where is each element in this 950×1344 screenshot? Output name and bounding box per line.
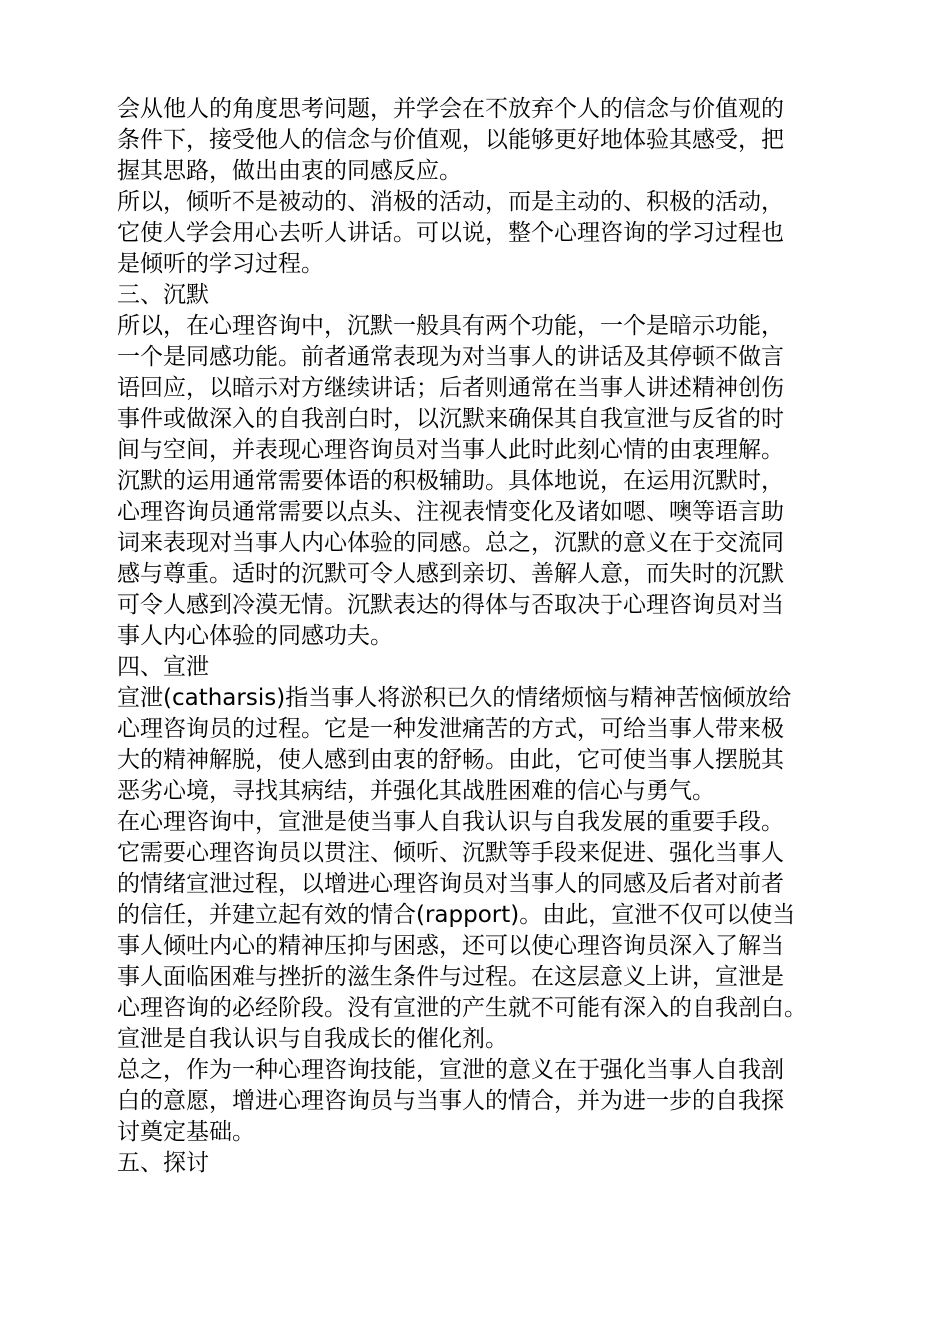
- text-line: 词来表现对当事人内心体验的同感。总之，沉默的意义在于交流同: [117, 530, 784, 556]
- text-line: 宣泄是自我认识与自我成长的催化剂。: [117, 1026, 508, 1052]
- text-line: 会从他人的角度思考问题，并学会在不放弃个人的信念与价值观的: [117, 96, 784, 122]
- text-line: 讨奠定基础。: [117, 1119, 255, 1145]
- text-line: 的信任，并建立起有效的情合(rapport)。由此，宣泄不仅可以使当: [117, 902, 796, 928]
- text-line: 事人倾吐内心的精神压抑与困惑，还可以使心理咨询员深入了解当: [117, 933, 784, 959]
- text-line: 可令人感到冷漠无情。沉默表达的得体与否取决于心理咨询员对当: [117, 592, 784, 618]
- text-line: 语回应，以暗示对方继续讲话；后者则通常在当事人讲述精神创伤: [117, 375, 784, 401]
- text-line: 宣泄(catharsis)指当事人将淤积已久的情绪烦恼与精神苦恼倾放给: [117, 685, 792, 711]
- text-line: 总之，作为一种心理咨询技能，宣泄的意义在于强化当事人自我剖: [117, 1057, 784, 1083]
- text-line: 事人面临困难与挫折的滋生条件与过程。在这层意义上讲，宣泄是: [117, 964, 784, 990]
- text-line: 心理咨询员通常需要以点头、注视表情变化及诸如嗯、噢等语言助: [117, 499, 784, 525]
- text-line: 心理咨询的必经阶段。没有宣泄的产生就不可能有深入的自我剖白。: [117, 995, 807, 1021]
- text-line: 感与尊重。适时的沉默可令人感到亲切、善解人意，而失时的沉默: [117, 561, 784, 587]
- text-line: 在心理咨询中，宣泄是使当事人自我认识与自我发展的重要手段。: [117, 809, 784, 835]
- document-body: [117, 94, 832, 1179]
- text-line: 的情绪宣泄过程，以增进心理咨询员对当事人的同感及后者对前者: [117, 871, 784, 897]
- text-line: 条件下，接受他人的信念与价值观，以能够更好地体验其感受，把: [117, 127, 784, 153]
- section-heading: 四、宣泄: [117, 654, 209, 680]
- text-line: 它使人学会用心去听人讲话。可以说，整个心理咨询的学习过程也: [117, 220, 784, 246]
- text-line: 间与空间，并表现心理咨询员对当事人此时此刻心情的由衷理解。: [117, 437, 784, 463]
- text-line: 所以，在心理咨询中，沉默一般具有两个功能，一个是暗示功能，: [117, 313, 784, 339]
- text-line: 它需要心理咨询员以贯注、倾听、沉默等手段来促进、强化当事人: [117, 840, 784, 866]
- text-line: 握其思路，做出由衷的同感反应。: [117, 158, 462, 184]
- text-line: 所以，倾听不是被动的、消极的活动，而是主动的、积极的活动，: [117, 189, 784, 215]
- text-line: 是倾听的学习过程。: [117, 251, 324, 277]
- text-line: 大的精神解脱，使人感到由衷的舒畅。由此，它可使当事人摆脱其: [117, 747, 784, 773]
- section-heading: 三、沉默: [117, 282, 209, 308]
- text-line: 事人内心体验的同感功夫。: [117, 623, 393, 649]
- text-line: 白的意愿，增进心理咨询员与当事人的情合，并为进一步的自我探: [117, 1088, 784, 1114]
- text-line: 事件或做深入的自我剖白时，以沉默来确保其自我宣泄与反省的时: [117, 406, 784, 432]
- section-heading: 五、探讨: [117, 1150, 209, 1176]
- text-line: 心理咨询员的过程。它是一种发泄痛苦的方式，可给当事人带来极: [117, 716, 784, 742]
- text-line: 沉默的运用通常需要体语的积极辅助。具体地说，在运用沉默时，: [117, 468, 784, 494]
- text-line: 一个是同感功能。前者通常表现为对当事人的讲话及其停顿不做言: [117, 344, 784, 370]
- text-line: 恶劣心境，寻找其病结，并强化其战胜困难的信心与勇气。: [117, 778, 715, 804]
